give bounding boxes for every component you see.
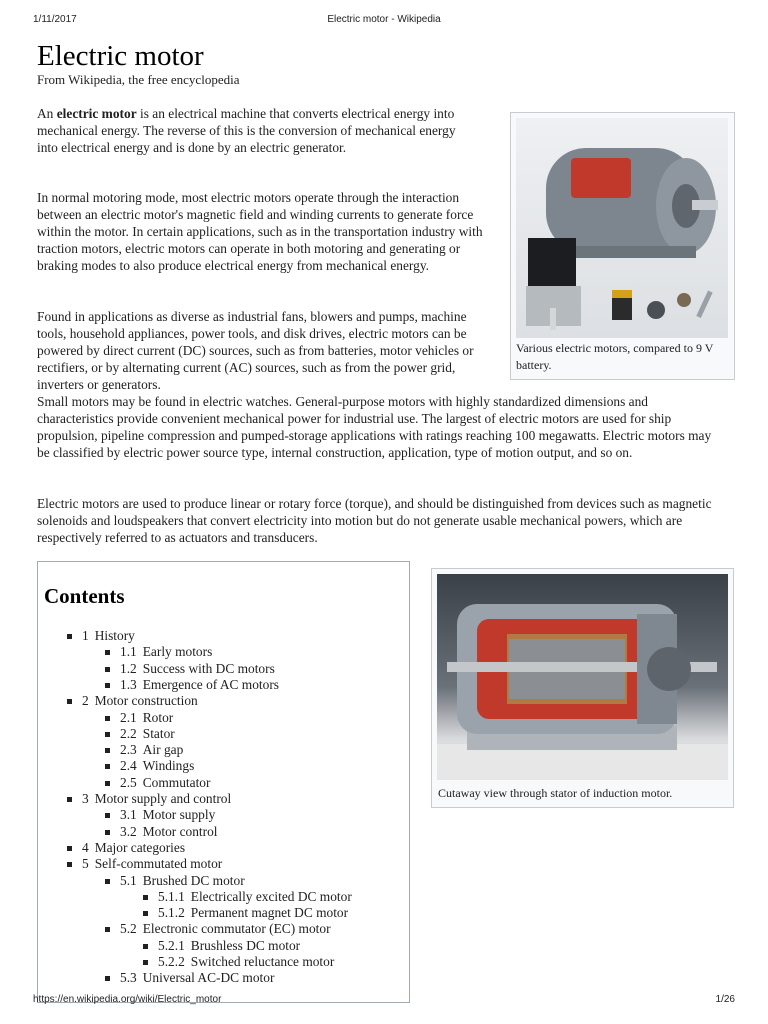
toc-item-number: 5.3 bbox=[120, 970, 137, 986]
toc-item-number: 2 bbox=[82, 693, 89, 709]
toc-item-label: Success with DC motors bbox=[142, 660, 275, 676]
figure-various-motors bbox=[510, 112, 735, 380]
print-date: 1/11/2017 bbox=[33, 14, 77, 25]
p1-start: An bbox=[37, 106, 57, 121]
toc-item-number: 3 bbox=[82, 791, 89, 806]
intro-paragraph-3-continued: Small motors may be found in electric watches. General-purpose motors with highly standardized dimensions and characteristics provide convenient mechanical power for industrial use. The largest of electric motors are used for ship propulsion, pipeline compression and pumped-storage applications with ratings reaching 100 megawatts. Electric motors may be classified by electric power source type, internal construction, application, type of motion output, and so on. bbox=[37, 394, 712, 460]
print-page-number: 1/26 bbox=[715, 994, 735, 1005]
toc-item-label: Motor construction bbox=[94, 693, 198, 709]
toc-item-number: 1.3 bbox=[120, 676, 137, 692]
toc-item[interactable] bbox=[82, 840, 185, 856]
toc-item-number: 2.4 bbox=[120, 758, 137, 774]
toc-item-number: 1.2 bbox=[120, 660, 137, 676]
intro-paragraph-4: Electric motors are used to produce linear or rotary force (torque), and should be distinguished from devices such as magnetic solenoids and loudspeakers that convert electricity into motion but do not generate usable mechanical powers, which are respectively referred to as actuators and transducers. bbox=[37, 496, 712, 545]
print-header bbox=[0, 14, 768, 30]
toc-item[interactable] bbox=[120, 873, 245, 889]
toc-item[interactable] bbox=[158, 889, 352, 905]
toc-item-label: History bbox=[94, 628, 135, 643]
figure-cutaway-motor bbox=[431, 568, 734, 808]
cutaway-photo[interactable] bbox=[437, 574, 728, 780]
toc-item[interactable] bbox=[120, 758, 194, 774]
page-title: Electric motor bbox=[37, 40, 204, 72]
toc-item[interactable] bbox=[120, 824, 218, 840]
toc-item-number: 2.5 bbox=[120, 774, 137, 790]
toc-item[interactable] bbox=[120, 970, 274, 986]
toc-item-label: Electrically excited DC motor bbox=[190, 888, 352, 904]
toc-item[interactable] bbox=[120, 677, 279, 693]
toc-item-number: 5.2 bbox=[120, 921, 137, 937]
p1-rest: is an electrical machine that converts electrical energy into mechanical energy. The reverse of this is the conversion of mechanical energy into electrical energy and is done by an electric generator. bbox=[37, 106, 456, 155]
toc-item-label: Brushed DC motor bbox=[142, 872, 245, 888]
toc-item[interactable] bbox=[158, 905, 348, 921]
toc-item-number: 3.2 bbox=[120, 823, 137, 839]
toc-item-number: 2.3 bbox=[120, 742, 137, 758]
toc-item[interactable] bbox=[158, 954, 334, 970]
cutaway-illustration bbox=[437, 574, 728, 780]
p1-term: electric motor bbox=[56, 106, 137, 121]
intro-paragraph-1 bbox=[37, 105, 462, 156]
toc-item-number: 2.1 bbox=[120, 709, 137, 725]
intro-paragraph-2: In normal motoring mode, most electric motors operate through the interaction between an electric motor's magnetic field and winding currents to generate force within the motor. In certain applications, such as in the transportation industry with traction motors, electric motors can operate in both motoring and generating or braking modes to also produce electrical energy from mechanical energy. bbox=[37, 190, 483, 273]
toc-item-number: 3.1 bbox=[120, 807, 137, 823]
toc-item[interactable] bbox=[82, 791, 231, 807]
toc-item-label: Permanent magnet DC motor bbox=[190, 905, 349, 921]
page-subtitle: From Wikipedia, the free encyclopedia bbox=[37, 72, 240, 87]
toc-item-number: 5.1 bbox=[120, 872, 137, 888]
print-footer bbox=[0, 994, 768, 1010]
toc-item-number: 1 bbox=[82, 628, 89, 643]
table-of-contents bbox=[37, 561, 410, 1003]
toc-item-label: Commutator bbox=[142, 774, 211, 790]
figure-caption-2: Cutaway view through stator of induction motor. bbox=[438, 786, 673, 800]
toc-item[interactable] bbox=[120, 807, 215, 823]
print-title: Electric motor - Wikipedia bbox=[327, 14, 441, 25]
toc-title: Contents bbox=[44, 584, 125, 608]
figure-caption-1: Various electric motors, compared to 9 V battery. bbox=[516, 341, 714, 372]
toc-item[interactable] bbox=[120, 710, 173, 726]
intro-paragraph-3: Found in applications as diverse as industrial fans, blowers and pumps, machine tools, household appliances, power tools, and disk drives, electric motors can be powered by direct current (DC) sources, such as from batteries, motor vehicles or rectifiers, or by alternating current (AC) sources, such as from the power grid, inverters or generators. bbox=[37, 309, 474, 392]
toc-item[interactable] bbox=[82, 856, 222, 872]
toc-item-number: 5 bbox=[82, 856, 89, 872]
toc-item-label: Brushless DC motor bbox=[190, 937, 301, 953]
toc-item-number: 5.1.1 bbox=[158, 888, 185, 904]
motors-photo[interactable] bbox=[516, 118, 728, 338]
toc-item-label: Windings bbox=[142, 758, 195, 774]
toc-item-number: 4 bbox=[82, 839, 89, 855]
toc-item-label: Self-commutated motor bbox=[94, 856, 223, 872]
toc-item[interactable] bbox=[82, 628, 135, 644]
toc-item-label: Major categories bbox=[94, 839, 186, 855]
toc-item[interactable] bbox=[120, 742, 183, 758]
toc-item[interactable] bbox=[82, 693, 198, 709]
toc-item-label: Motor supply and control bbox=[94, 791, 232, 806]
toc-item-label: Switched reluctance motor bbox=[190, 954, 335, 969]
toc-item-label: Rotor bbox=[142, 709, 174, 725]
toc-item-label: Air gap bbox=[142, 742, 184, 758]
toc-item-label: Stator bbox=[142, 725, 175, 741]
toc-item-label: Universal AC-DC motor bbox=[142, 970, 275, 986]
print-url: https://en.wikipedia.org/wiki/Electric_motor bbox=[33, 994, 222, 1005]
toc-item[interactable] bbox=[120, 726, 175, 742]
toc-item-number: 5.1.2 bbox=[158, 905, 185, 921]
toc-item[interactable] bbox=[120, 661, 275, 677]
toc-item-number: 5.2.2 bbox=[158, 954, 185, 969]
toc-item[interactable] bbox=[120, 921, 331, 937]
toc-item-label: Electronic commutator (EC) motor bbox=[142, 921, 331, 937]
toc-item-label: Emergence of AC motors bbox=[142, 676, 279, 692]
toc-item-number: 1.1 bbox=[120, 644, 137, 660]
toc-item[interactable] bbox=[158, 938, 300, 954]
toc-item-label: Early motors bbox=[142, 644, 213, 660]
toc-item-number: 5.2.1 bbox=[158, 937, 185, 953]
motors-illustration bbox=[516, 118, 728, 338]
toc-item[interactable] bbox=[120, 644, 212, 660]
toc-item-number: 2.2 bbox=[120, 725, 137, 741]
toc-item-label: Motor supply bbox=[142, 807, 216, 823]
toc-item-label: Motor control bbox=[142, 823, 218, 839]
toc-item[interactable] bbox=[120, 775, 210, 791]
